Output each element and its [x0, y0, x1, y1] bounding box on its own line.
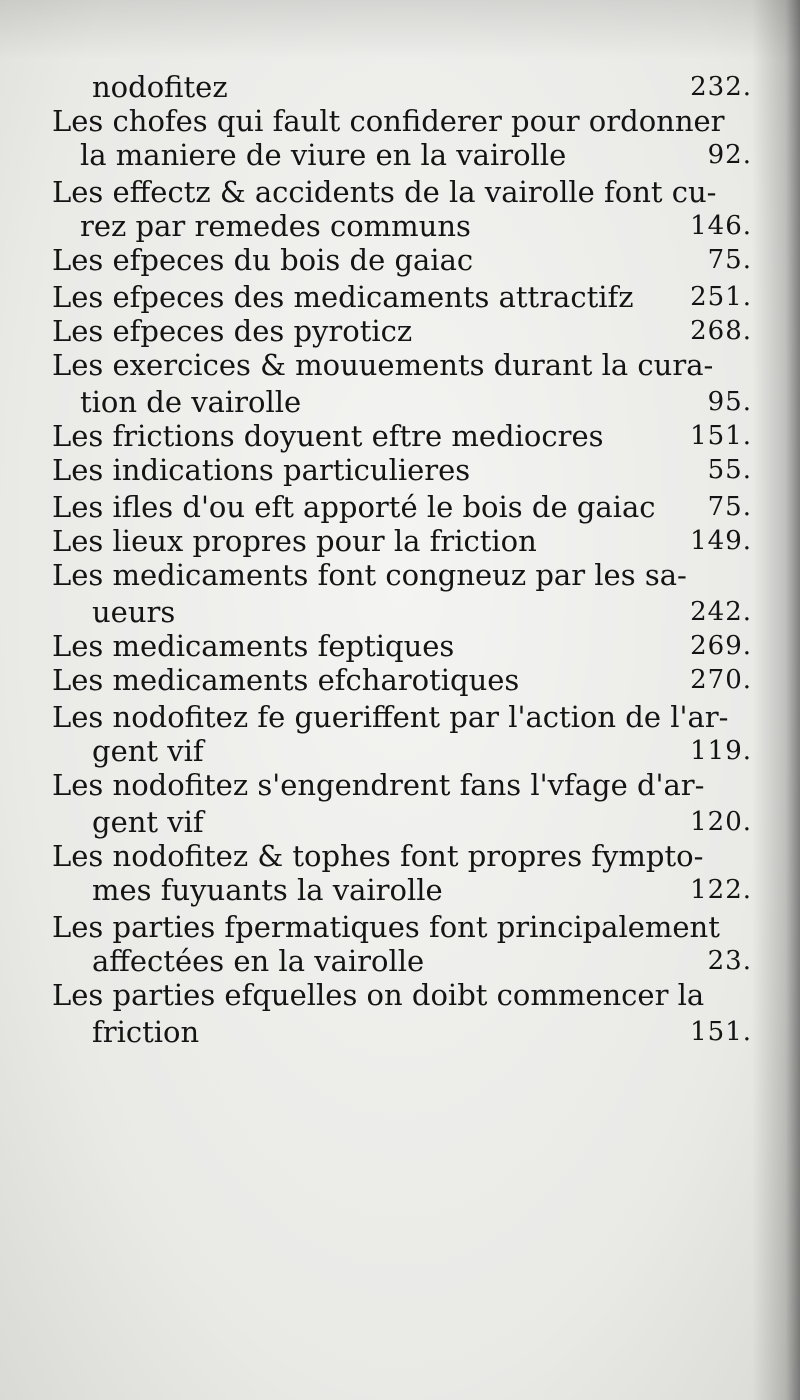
entry-page-number: 23.	[707, 946, 752, 976]
entry-page-number: 75.	[707, 492, 752, 522]
index-entry	[0, 944, 800, 978]
entry-text: Les indications particulieres	[52, 453, 471, 487]
entry-text: Les nodofitez & tophes font propres fympto-	[52, 839, 704, 873]
entry-page-number: 146.	[690, 211, 752, 241]
entry-page-number: 75.	[707, 245, 752, 275]
index-entry	[0, 595, 800, 629]
entry-page-number: 232.	[690, 72, 752, 102]
entry-page-number: 119.	[690, 736, 752, 766]
entry-text: tion de vairolle	[80, 385, 302, 419]
entry-page-number: 151.	[690, 421, 752, 451]
entry-text: Les efpeces des medicaments attractifz	[52, 280, 634, 314]
entry-text: Les nodofitez fe gueriffent par l'action de l'ar-	[52, 700, 729, 734]
entry-page-number: 120.	[690, 807, 752, 837]
entry-text: ueurs	[92, 595, 176, 629]
index-entry	[0, 104, 800, 138]
index-entry	[0, 734, 800, 768]
index-entry	[0, 805, 800, 839]
entry-page-number: 269.	[690, 631, 752, 661]
entry-page-number: 122.	[690, 875, 752, 905]
index-entry	[0, 629, 800, 663]
entry-text: Les parties efquelles on doibt commencer la	[52, 978, 705, 1012]
entry-text: nodofitez	[92, 70, 228, 104]
entry-text: Les efpeces des pyroticz	[52, 314, 413, 348]
entry-page-number: 92.	[707, 140, 752, 170]
entry-page-number: 270.	[690, 665, 752, 695]
entry-page-number: 55.	[707, 455, 752, 485]
entry-text: rez par remedes communs	[80, 209, 471, 243]
index-entry	[0, 280, 800, 314]
index-entry	[0, 175, 800, 209]
index-entry	[0, 663, 800, 700]
entry-page-number: 95.	[707, 387, 752, 417]
index-entry	[0, 910, 800, 944]
entry-page-number: 151.	[690, 1017, 752, 1047]
index-entry	[0, 839, 800, 873]
index-entry	[0, 453, 800, 490]
index-entry	[0, 243, 800, 280]
entry-text: Les effectz & accidents de la vairolle font cu-	[52, 175, 717, 209]
index-list	[0, 70, 800, 1049]
index-entry	[0, 490, 800, 524]
index-entry	[0, 1015, 800, 1049]
entry-text: gent vif	[92, 734, 204, 768]
entry-text: Les chofes qui fault confiderer pour ordonner	[52, 104, 725, 138]
index-entry	[0, 314, 800, 348]
index-entry	[0, 385, 800, 419]
entry-text: Les lieux propres pour la friction	[52, 524, 537, 558]
entry-page-number: 251.	[690, 282, 752, 312]
page-top-shadow	[0, 0, 800, 60]
index-entry	[0, 70, 800, 104]
entry-text: Les exercices & mouuements durant la cura-	[52, 348, 714, 382]
entry-text: gent vif	[92, 805, 204, 839]
index-entry	[0, 524, 800, 558]
entry-text: friction	[92, 1015, 200, 1049]
entry-text: Les nodofitez s'engendrent fans l'vfage d'ar-	[52, 768, 705, 802]
index-entry	[0, 700, 800, 734]
index-entry	[0, 419, 800, 453]
entry-text: la maniere de viure en la vairolle	[80, 138, 567, 172]
entry-text: Les medicaments feptiques	[52, 629, 455, 663]
entry-page-number: 268.	[690, 316, 752, 346]
entry-page-number: 149.	[690, 526, 752, 556]
index-entry	[0, 138, 800, 175]
index-entry	[0, 768, 800, 805]
index-entry	[0, 558, 800, 595]
index-entry	[0, 209, 800, 243]
entry-text: Les ifles d'ou eft apporté le bois de gaiac	[52, 490, 656, 524]
entry-text: Les medicaments efcharotiques	[52, 663, 520, 697]
entry-text: affectées en la vairolle	[92, 944, 425, 978]
entry-text: Les parties fpermatiques font principalement	[52, 910, 720, 944]
index-entry	[0, 873, 800, 910]
entry-text: mes fuyuants la vairolle	[92, 873, 443, 907]
entry-page-number: 242.	[690, 597, 752, 627]
entry-text: Les efpeces du bois de gaiac	[52, 243, 474, 277]
index-entry	[0, 978, 800, 1015]
entry-text: Les frictions doyuent eftre mediocres	[52, 419, 604, 453]
index-entry	[0, 348, 800, 385]
entry-text: Les medicaments font congneuz par les sa-	[52, 558, 687, 592]
